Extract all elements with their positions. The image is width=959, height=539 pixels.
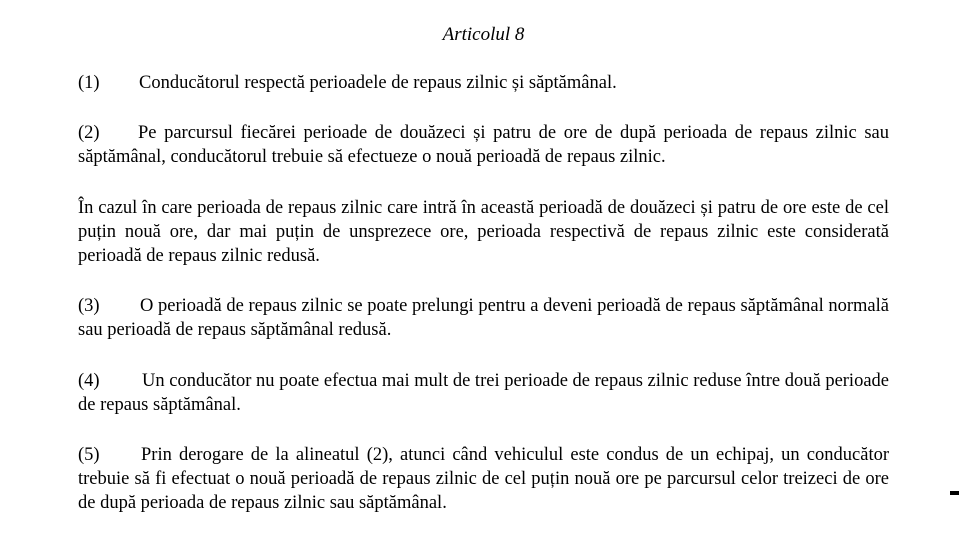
paragraph-text: Prin derogare de la alineatul (2), atunci când vehiculul este condus de un echipaj, un conducător trebuie să fi efectuat o nouă perioadă de repaus zilnic de cel puțin nouă ore pe parcursul celor treizeci de ore de după perioada de repaus zilnic sau săptămânal. (78, 445, 889, 513)
paragraph-5 (78, 443, 889, 515)
paragraph-2-continuation (78, 196, 889, 268)
paragraph-number: (2) (78, 123, 100, 143)
paragraph-text: Pe parcursul fiecărei perioade de douăzeci și patru de ore de după perioada de repaus zilnic sau săptămânal, conducătorul trebuie să efectueze o nouă perioadă de repaus zilnic. (78, 123, 889, 167)
scroll-edge-marker (950, 491, 959, 495)
paragraph-number: (5) (78, 445, 100, 465)
paragraph-number: (4) (78, 371, 100, 391)
paragraph-text: O perioadă de repaus zilnic se poate prelungi pentru a deveni perioadă de repaus săptămânal normală sau perioadă de repaus săptămânal redusă. (78, 296, 889, 340)
paragraph-text: În cazul în care perioada de repaus zilnic care intră în această perioadă de douăzeci și patru de ore este de cel puțin nouă ore, dar mai puțin de unsprezece ore, perioada respectivă de repaus zilnic este considerată perioadă de repaus zilnic redusă. (78, 198, 889, 266)
paragraph-text: Conducătorul respectă perioadele de repaus zilnic și săptămânal. (139, 73, 617, 93)
paragraph-number: (3) (78, 296, 100, 316)
paragraph-text: Un conducător nu poate efectua mai mult de trei perioade de repaus zilnic reduse între două perioade de repaus săptămânal. (78, 371, 889, 415)
article-title: Articolul 8 (442, 24, 525, 45)
paragraph-3 (78, 294, 889, 342)
paragraph-1 (78, 71, 889, 95)
paragraph-4 (78, 369, 889, 417)
paragraph-2 (78, 121, 889, 169)
paragraph-number: (1) (78, 73, 100, 93)
